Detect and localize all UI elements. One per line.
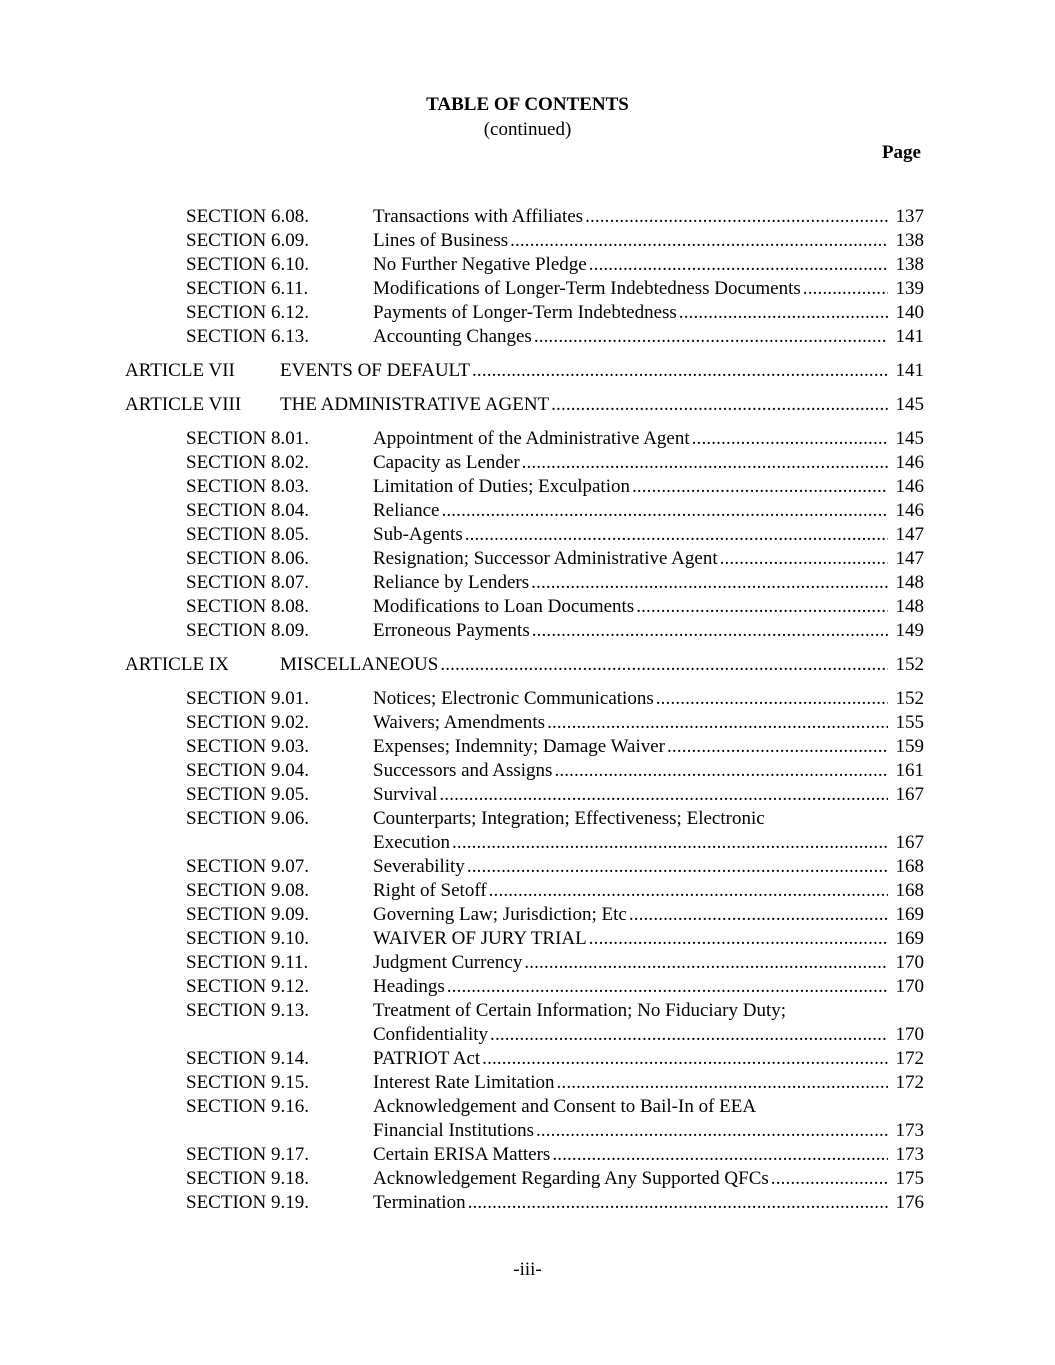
dot-leader	[632, 475, 888, 499]
entry-page: 148	[895, 596, 924, 617]
entry-page: 161	[895, 760, 924, 781]
toc-section-entry[interactable]	[125, 783, 924, 807]
toc-section-entry[interactable]	[125, 903, 924, 927]
entry-title: No Further Negative Pledge	[373, 254, 587, 275]
entry-title: Erroneous Payments	[373, 620, 530, 641]
toc-article-entry[interactable]	[125, 653, 924, 677]
toc-section-entry[interactable]	[125, 205, 924, 229]
toc-section-entry[interactable]	[125, 253, 924, 277]
entry-title: Appointment of the Administrative Agent	[373, 428, 690, 449]
entry-label	[125, 1119, 373, 1143]
toc-subtitle: (continued)	[483, 119, 572, 140]
toc-section-entry[interactable]	[125, 547, 924, 571]
entry-title: Sub-Agents	[373, 524, 463, 545]
entry-label: SECTION 9.11.	[186, 952, 309, 973]
toc-section-entry[interactable]	[125, 711, 924, 735]
toc-section-entry[interactable]	[125, 1023, 924, 1047]
entry-title: Confidentiality	[373, 1024, 489, 1045]
entry-page: 141	[895, 326, 924, 347]
entry-title: Right of Setoff	[373, 880, 487, 901]
entry-title: Treatment of Certain Information; No Fiduciary Duty;	[373, 1000, 786, 1021]
toc-article-entry[interactable]	[125, 359, 924, 383]
entry-title: Capacity as Lender	[373, 452, 520, 473]
entry-title: Financial Institutions	[373, 1120, 534, 1141]
entry-page: 145	[895, 394, 924, 415]
entry-label: SECTION 9.06.	[186, 808, 309, 829]
entry-page: 155	[895, 712, 924, 733]
entry-title: Interest Rate Limitation	[373, 1072, 555, 1093]
toc-section-entry[interactable]	[125, 951, 924, 975]
entry-title: Accounting Changes	[373, 326, 532, 347]
dot-leader	[552, 1143, 888, 1167]
entry-title: Expenses; Indemnity; Damage Waiver	[373, 736, 666, 757]
entry-page: 152	[895, 688, 924, 709]
entry-page: 170	[895, 976, 924, 997]
entry-label: SECTION 9.05.	[186, 784, 309, 805]
entry-title: Payments of Longer-Term Indebtedness	[373, 302, 677, 323]
toc-section-entry[interactable]	[125, 975, 924, 999]
toc-list	[125, 205, 924, 1215]
entry-title: Counterparts; Integration; Effectiveness; Electronic	[373, 808, 765, 829]
entry-title: Lines of Business	[373, 230, 509, 251]
dot-leader	[522, 451, 888, 475]
entry-title: Successors and Assigns	[373, 760, 553, 781]
dot-leader	[467, 855, 888, 879]
toc-section-entry[interactable]	[125, 301, 924, 325]
entry-label: SECTION 8.03.	[186, 476, 309, 497]
entry-page: 147	[895, 548, 924, 569]
entry-label: SECTION 8.05.	[186, 524, 309, 545]
entry-title: Notices; Electronic Communications	[373, 688, 654, 709]
dot-leader	[679, 301, 888, 325]
entry-page: 169	[895, 928, 924, 949]
entry-page: 159	[895, 736, 924, 757]
toc-section-entry[interactable]	[125, 831, 924, 855]
entry-page: 169	[895, 904, 924, 925]
toc-section-entry[interactable]	[125, 927, 924, 951]
dot-leader	[524, 951, 888, 975]
entry-page: 138	[895, 254, 924, 275]
entry-label: SECTION 6.08.	[186, 206, 309, 227]
entry-title: Reliance by Lenders	[373, 572, 530, 593]
entry-label: SECTION 9.15.	[186, 1072, 309, 1093]
toc-section-entry[interactable]	[125, 427, 924, 451]
entry-title: Certain ERISA Matters	[373, 1144, 551, 1165]
dot-leader	[803, 277, 888, 301]
entry-page: 138	[895, 230, 924, 251]
page-number: -iii-	[513, 1259, 542, 1280]
entry-page: 173	[895, 1120, 924, 1141]
entry-title: Reliance	[373, 500, 440, 521]
entry-label: SECTION 9.18.	[186, 1168, 309, 1189]
entry-title: Acknowledgement Regarding Any Supported QFCs	[373, 1168, 769, 1189]
entry-page: 168	[895, 880, 924, 901]
toc-section-entry[interactable]	[125, 619, 924, 643]
entry-page: 175	[895, 1168, 924, 1189]
dot-leader	[441, 499, 888, 523]
dot-leader	[447, 975, 888, 999]
entry-page: 152	[895, 654, 924, 675]
entry-title: Resignation; Successor Administrative Agent	[373, 548, 718, 569]
entry-page: 172	[895, 1072, 924, 1093]
entry-label: SECTION 9.16.	[186, 1096, 309, 1117]
toc-section-entry[interactable]	[125, 229, 924, 253]
dot-leader	[439, 783, 888, 807]
entry-label: ARTICLE VIII	[125, 394, 242, 415]
dot-leader	[465, 523, 888, 547]
entry-label: SECTION 9.07.	[186, 856, 309, 877]
dot-leader	[554, 759, 888, 783]
entry-label: SECTION 9.13.	[186, 1000, 309, 1021]
entry-label: SECTION 8.07.	[186, 572, 309, 593]
entry-page: 146	[895, 500, 924, 521]
entry-label: SECTION 6.13.	[186, 326, 309, 347]
entry-title: Acknowledgement and Consent to Bail-In of EEA	[373, 1096, 757, 1117]
dot-leader	[531, 571, 888, 595]
entry-title: Modifications of Longer-Term Indebtedness Documents	[373, 278, 801, 299]
entry-label: SECTION 9.03.	[186, 736, 309, 757]
toc-section-entry[interactable]	[125, 1071, 924, 1095]
entry-page: 137	[895, 206, 924, 227]
entry-page: 170	[895, 952, 924, 973]
dot-leader	[656, 687, 888, 711]
entry-title: Limitation of Duties; Exculpation	[373, 476, 630, 497]
dot-leader	[589, 927, 888, 951]
entry-page	[888, 999, 924, 1023]
dot-leader	[589, 253, 888, 277]
dot-leader	[771, 1167, 888, 1191]
toc-section-entry[interactable]	[125, 1191, 924, 1215]
entry-page: 149	[895, 620, 924, 641]
entry-title: Transactions with Affiliates	[373, 206, 584, 227]
entry-label: SECTION 8.02.	[186, 452, 309, 473]
toc-section-entry[interactable]	[125, 277, 924, 301]
entry-page: 172	[895, 1048, 924, 1069]
entry-page: 170	[895, 1024, 924, 1045]
dot-leader	[440, 653, 888, 677]
dot-leader	[692, 427, 888, 451]
toc-section-entry[interactable]	[125, 735, 924, 759]
entry-label: SECTION 6.11.	[186, 278, 309, 299]
entry-title: THE ADMINISTRATIVE AGENT	[280, 394, 550, 415]
toc-section-entry[interactable]	[125, 1095, 924, 1119]
toc-section-entry[interactable]	[125, 1143, 924, 1167]
entry-label: SECTION 9.04.	[186, 760, 309, 781]
dot-leader	[532, 619, 888, 643]
entry-title: Waivers; Amendments	[373, 712, 546, 733]
toc-section-entry[interactable]	[125, 1047, 924, 1071]
dot-leader	[557, 1071, 888, 1095]
entry-page: 148	[895, 572, 924, 593]
entry-page: 139	[895, 278, 924, 299]
toc-section-entry[interactable]	[125, 325, 924, 349]
entry-label: SECTION 6.09.	[186, 230, 309, 251]
entry-title: MISCELLANEOUS	[280, 654, 439, 675]
entry-label: SECTION 8.06.	[186, 548, 309, 569]
toc-section-entry[interactable]	[125, 687, 924, 711]
entry-title: Termination	[373, 1192, 466, 1213]
entry-title: Survival	[373, 784, 438, 805]
dot-leader	[551, 393, 888, 417]
toc-section-entry[interactable]	[125, 879, 924, 903]
entry-title: PATRIOT Act	[373, 1048, 481, 1069]
entry-page: 141	[895, 360, 924, 381]
entry-label: SECTION 9.17.	[186, 1144, 309, 1165]
page-column-header: Page	[881, 142, 921, 163]
entry-label: SECTION 9.02.	[186, 712, 309, 733]
toc-section-entry[interactable]	[125, 807, 924, 831]
entry-label: SECTION 6.12.	[186, 302, 309, 323]
dot-leader	[534, 325, 888, 349]
entry-page: 167	[895, 784, 924, 805]
dot-leader	[720, 547, 888, 571]
toc-article-entry[interactable]	[125, 393, 924, 417]
toc-section-entry[interactable]	[125, 571, 924, 595]
dot-leader	[536, 1119, 888, 1143]
dot-leader	[452, 831, 888, 855]
entry-page	[888, 1095, 924, 1119]
dot-leader	[490, 1023, 888, 1047]
entry-label: SECTION 9.08.	[186, 880, 309, 901]
toc-section-entry[interactable]	[125, 595, 924, 619]
entry-title: Headings	[373, 976, 445, 997]
toc-section-entry[interactable]	[125, 451, 924, 475]
toc-title: TABLE OF CONTENTS	[426, 94, 629, 115]
entry-page	[888, 807, 924, 831]
entry-label: ARTICLE VII	[125, 360, 235, 381]
entry-title: Execution	[373, 832, 451, 853]
entry-title: Modifications to Loan Documents	[373, 596, 635, 617]
toc-section-entry[interactable]	[125, 523, 924, 547]
entry-label: SECTION 9.14.	[186, 1048, 309, 1069]
entry-page: 145	[895, 428, 924, 449]
entry-page: 147	[895, 524, 924, 545]
entry-label: SECTION 9.10.	[186, 928, 309, 949]
dot-leader	[629, 903, 888, 927]
entry-page: 146	[895, 476, 924, 497]
dot-leader	[489, 879, 888, 903]
entry-label: SECTION 8.09.	[186, 620, 309, 641]
toc-section-entry[interactable]	[125, 855, 924, 879]
toc-section-entry[interactable]	[125, 475, 924, 499]
entry-title: Severability	[373, 856, 465, 877]
toc-section-entry[interactable]	[125, 1167, 924, 1191]
entry-label	[125, 831, 373, 855]
entry-title: Governing Law; Jurisdiction; Etc	[373, 904, 627, 925]
dot-leader	[667, 735, 888, 759]
entry-label: SECTION 9.12.	[186, 976, 309, 997]
entry-page: 168	[895, 856, 924, 877]
dot-leader	[510, 229, 888, 253]
dot-leader	[482, 1047, 888, 1071]
entry-title: Judgment Currency	[373, 952, 523, 973]
entry-label: SECTION 9.01.	[186, 688, 309, 709]
entry-label: SECTION 9.19.	[186, 1192, 309, 1213]
entry-label	[125, 1023, 373, 1047]
entry-label: SECTION 9.09.	[186, 904, 309, 925]
toc-section-entry[interactable]	[125, 499, 924, 523]
entry-page: 146	[895, 452, 924, 473]
dot-leader	[472, 359, 888, 383]
entry-label: SECTION 8.01.	[186, 428, 309, 449]
entry-page: 167	[895, 832, 924, 853]
toc-section-entry[interactable]	[125, 759, 924, 783]
entry-title: WAIVER OF JURY TRIAL	[373, 928, 587, 949]
entry-label: SECTION 8.04.	[186, 500, 309, 521]
dot-leader	[636, 595, 888, 619]
entry-label: ARTICLE IX	[125, 654, 229, 675]
entry-title: EVENTS OF DEFAULT	[280, 360, 471, 381]
dot-leader	[547, 711, 888, 735]
entry-label: SECTION 6.10.	[186, 254, 309, 275]
entry-page: 176	[895, 1192, 924, 1213]
dot-leader	[468, 1191, 888, 1215]
entry-page: 173	[895, 1144, 924, 1165]
dot-leader	[585, 205, 888, 229]
toc-section-entry[interactable]	[125, 999, 924, 1023]
entry-label: SECTION 8.08.	[186, 596, 309, 617]
toc-section-entry[interactable]	[125, 1119, 924, 1143]
entry-page: 140	[895, 302, 924, 323]
